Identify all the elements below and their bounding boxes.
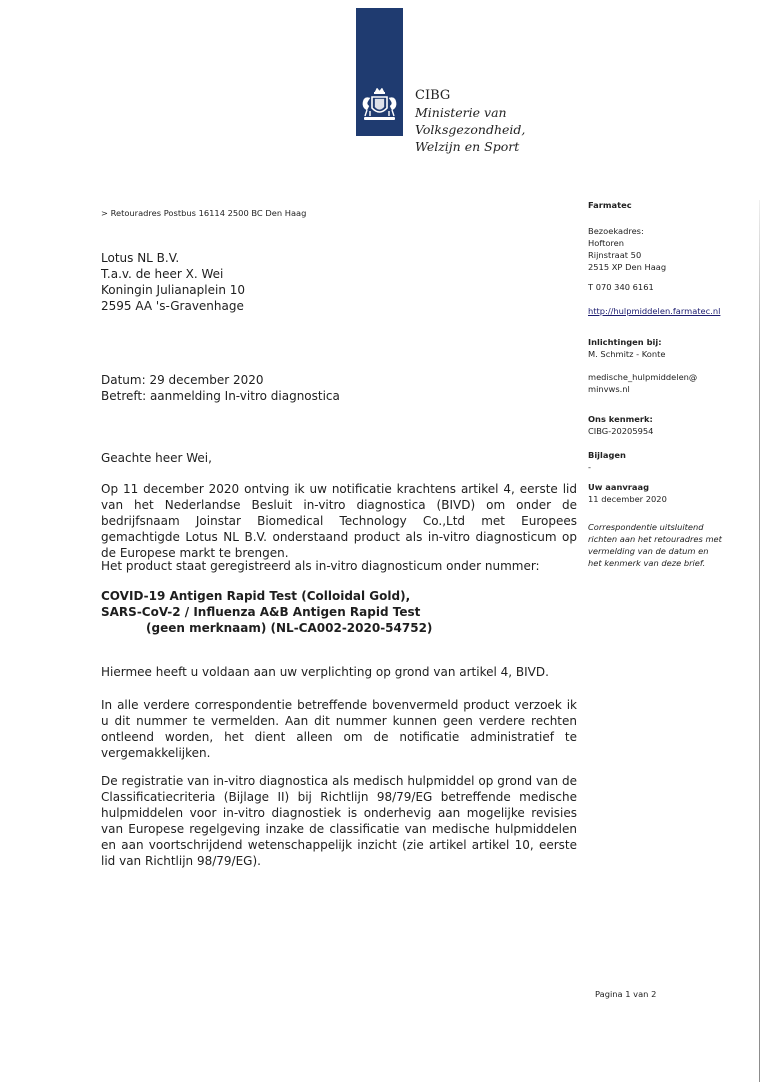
visit-address: [588, 225, 748, 273]
request-label: Uw aanvraag: [588, 482, 650, 492]
letter-date: Datum: 29 december 2020: [101, 373, 264, 387]
attachments: [588, 449, 748, 473]
page-edge-border: [759, 200, 760, 1082]
contact-name: M. Schmitz - Konte: [588, 349, 666, 359]
visit-address-street: Rijnstraat 50: [588, 250, 642, 260]
organization-name: CIBG: [415, 88, 451, 103]
recipient-company: Lotus NL B.V.: [101, 251, 180, 265]
your-request: [588, 481, 748, 505]
recipient-attention: T.a.v. de heer X. Wei: [101, 267, 224, 281]
phone-number: T 070 340 6161: [588, 282, 654, 292]
salutation: Geachte heer Wei,: [101, 451, 212, 465]
paragraph-correspondence: In alle verdere correspondentie betreffende bovenvermeld product verzoek ik u dit nummer te vermelden. Aan dit nummer kunnen geen verdere rechten ontleend worden, het dient alleen om de notificatie administratief te vergemakkelijken.: [101, 698, 577, 760]
paragraph-notification: Op 11 december 2020 ontving ik uw notificatie krachtens artikel 4, eerste lid van het Nederlandse Besluit in-vitro diagnostica (BIVD) om onder de bedrijfsnaam Joinstar Biomedical Technology Co.,Ltd met Europees gemachtigde Lotus NL B.V. onderstaand product als in-vitro diagnosticum op de Europese markt te brengen.: [101, 482, 577, 560]
sidebar-contact-info: [588, 199, 748, 577]
recipient-street: Koningin Julianaplein 10: [101, 283, 246, 297]
visit-address-label: Bezoekadres:: [588, 226, 644, 236]
ministry-line-2: Welzijn en Sport: [415, 139, 520, 154]
note-line-4: het kenmerk van deze brief.: [588, 558, 706, 568]
return-address: > Retouradres Postbus 16114 2500 BC Den Haag: [101, 208, 307, 218]
paragraph-registration: Het product staat geregistreerd als in-vitro diagnosticum onder nummer:: [101, 559, 540, 573]
product-registration-number: (geen merknaam) (NL-CA002-2020-54752): [146, 621, 433, 635]
email-line-1: medische_hulpmiddelen@: [588, 372, 698, 382]
ministry-name: [415, 104, 595, 155]
note-line-3: vermelding van de datum en: [588, 546, 709, 556]
ministry-line-1: Ministerie van Volksgezondheid,: [415, 105, 526, 137]
note-line-1: Correspondentie uitsluitend: [588, 522, 704, 532]
reference-value: CIBG-20205954: [588, 426, 654, 436]
visit-address-building: Hoftoren: [588, 238, 625, 248]
letter-meta: [101, 372, 340, 404]
product-registration-block: [101, 588, 577, 636]
reference-label: Ons kenmerk:: [588, 414, 653, 424]
department-name: Farmatec: [588, 200, 632, 210]
page-number: Pagina 1 van 2: [595, 989, 657, 999]
attachments-value: -: [588, 462, 591, 472]
letter-subject: Betreft: aanmelding In-vitro diagnostica: [101, 389, 340, 403]
recipient-address: [101, 250, 245, 314]
contact-email[interactable]: [588, 371, 748, 395]
website-link[interactable]: http://hulpmiddelen.farmatec.nl: [588, 306, 721, 316]
product-line-1: COVID-19 Antigen Rapid Test (Colloidal Gold),: [101, 589, 411, 603]
correspondence-note: [588, 521, 748, 569]
royal-coat-of-arms-icon: [358, 86, 401, 130]
request-date: 11 december 2020: [588, 494, 667, 504]
product-line-2: SARS-CoV-2 / Influenza A&B Antigen Rapid Test: [101, 605, 421, 619]
paragraph-classification: De registratie van in-vitro diagnostica als medisch hulpmiddel op grond van de Classificatiecriteria (Bijlage II) bij Richtlijn 98/79/EG betreffende medische hulpmiddelen voor in-vitro diagnostiek is onderhevig aan mogelijke revisies van Europese regelgeving inzake de classificatie van medische hulpmiddelen en aan voortschrijdend wetenschappelijk inzicht (zie artikel artikel 10, eerste lid van Richtlijn 98/79/EG).: [101, 774, 577, 868]
contact-label: Inlichtingen bij:: [588, 337, 662, 347]
recipient-city: 2595 AA 's-Gravenhage: [101, 299, 244, 313]
contact-info: [588, 336, 748, 360]
attachments-label: Bijlagen: [588, 450, 626, 460]
visit-address-city: 2515 XP Den Haag: [588, 262, 667, 272]
email-line-2: minvws.nl: [588, 384, 630, 394]
reference: [588, 413, 748, 437]
note-line-2: richten aan het retouradres met: [588, 534, 722, 544]
paragraph-compliance: Hiermee heeft u voldaan aan uw verplichting op grond van artikel 4, BIVD.: [101, 665, 549, 679]
